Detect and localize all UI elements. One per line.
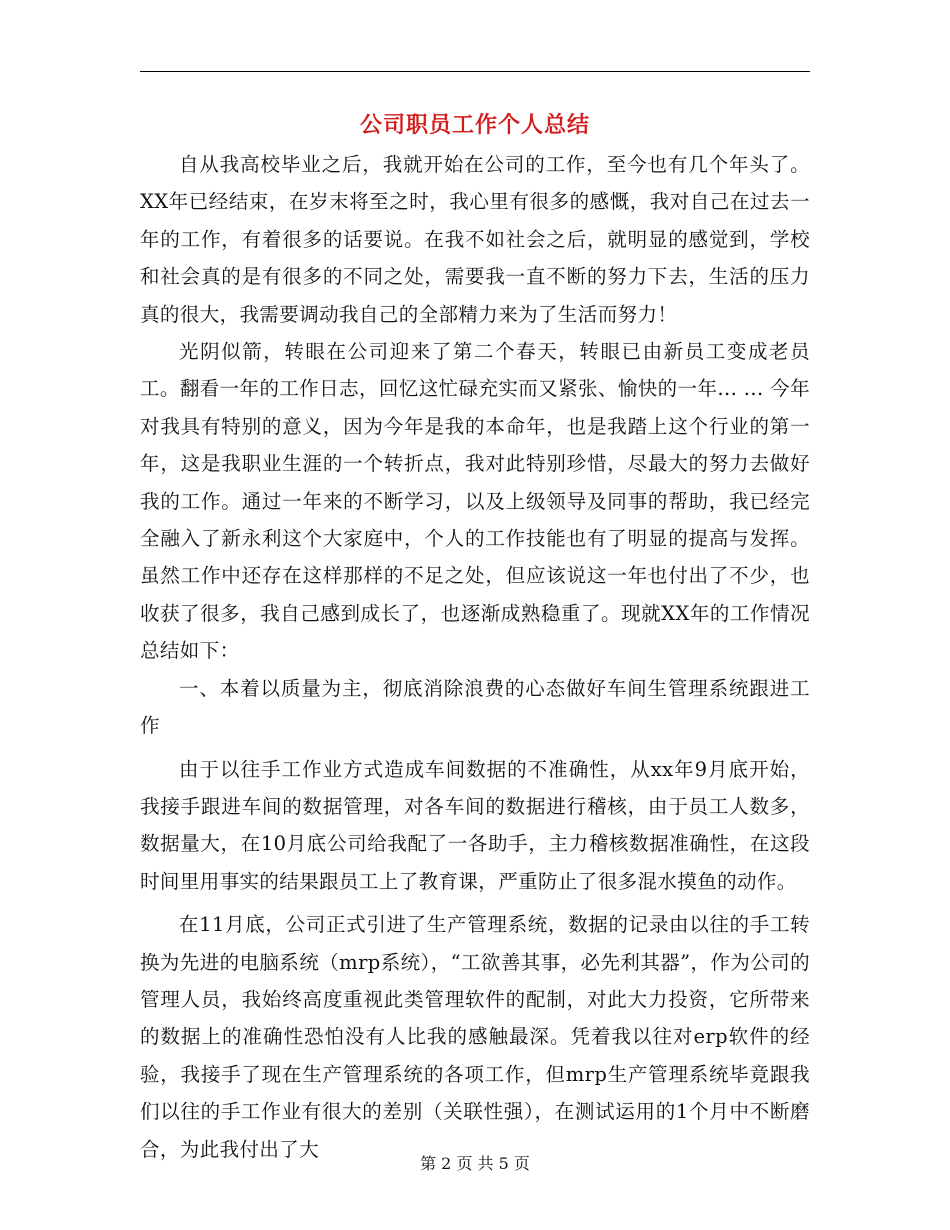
paragraph-mrp-system: 在11月底，公司正式引进了生产管理系统，数据的记录由以往的手工转换为先进的电脑系统（mrp系统），“工欲善其事，必先利其器”，作为公司的管理人员，我始终高度重视此类管理软件的配制，对此大力投资，它所带来的数据上的准确性恐怕没有人比我的感触最深。凭着我以往对erp软件的经验，我接手了现在生产管理系统的各项工作，但mrp生产管理系统毕竟跟我们以往的手工作业有很大的差别（关联性强），在测试运用的1个月中不断磨合，为此我付出了大 — [140, 913, 810, 1161]
page-number: 第 2 页 共 5 页 — [420, 1154, 530, 1173]
paragraph-review: 光阴似箭，转眼在公司迎来了第二个春天，转眼已由新员工变成老员工。翻看一年的工作日志，回忆这忙碌充实而又紧张、愉快的一年... ... 今年对我具有特别的意义，因为今年是我的本命年，也是我踏上这个行业的第一年，这是我职业生涯的一个转折点，我对此特别珍惜，尽最大的努力去做好我的工作。通过一年来的不断学习，以及上级领导及同事的帮助，我已经完全融入了新永利这个大家庭中，个人的工作技能也有了明显的提高与发挥。虽然工作中还存在这样那样的不足之处，但应该说这一年也付出了不少，也收获了很多，我自己感到成长了，也逐渐成熟稳重了。现就XX年的工作情况总结如下： — [140, 340, 810, 663]
paragraph-data-management: 由于以往手工作业方式造成车间数据的不准确性，从xx年9月底开始，我接手跟进车间的数据管理，对各车间的数据进行稽核，由于员工人数多，数据量大，在10月底公司给我配了一各助手，主力稽核数据准确性，在这段时间里用事实的结果跟员工上了教育课，严重防止了很多混水摸鱼的动作。 — [140, 757, 810, 893]
paragraph-intro: 自从我高校毕业之后，我就开始在公司的工作，至今也有几个年头了。XX年已经结束，在岁末将至之时，我心里有很多的感慨，我对自己在过去一年的工作，有着很多的话要说。在我不如社会之后，就明显的感觉到，学校和社会真的是有很多的不同之处，需要我一直不断的努力下去，生活的压力真的很大，我需要调动我自己的全部精力来为了生活而努力！ — [140, 153, 810, 326]
section-heading-1: 一、本着以质量为主，彻底消除浪费的心态做好车间生管理系统跟进工作 — [140, 676, 810, 738]
document-title: 公司职员工作个人总结 — [359, 112, 590, 138]
header-rule — [140, 71, 810, 72]
document-body — [140, 146, 810, 1168]
